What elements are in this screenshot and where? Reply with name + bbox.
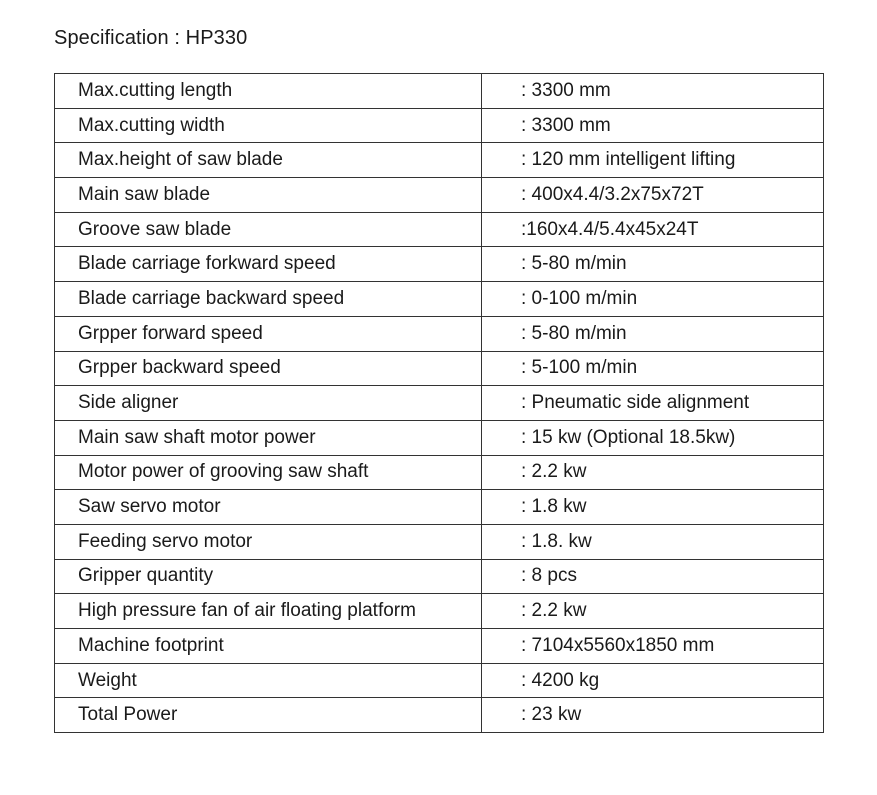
table-row [55, 386, 824, 421]
spec-value: : 5-80 m/min [482, 247, 824, 282]
spec-label: High pressure fan of air floating platform [55, 594, 482, 629]
page-title: Specification : HP330 [54, 27, 248, 49]
spec-label: Grpper backward speed [55, 351, 482, 386]
spec-label: Machine footprint [55, 629, 482, 664]
table-row [55, 490, 824, 525]
spec-label: Side aligner [55, 386, 482, 421]
table-row [55, 663, 824, 698]
table-row [55, 559, 824, 594]
table-row [55, 74, 824, 109]
spec-value: : 5-100 m/min [482, 351, 824, 386]
table-row [55, 420, 824, 455]
table-row [55, 594, 824, 629]
spec-value: : 15 kw (Optional 18.5kw) [482, 420, 824, 455]
table-row [55, 282, 824, 317]
table-row [55, 108, 824, 143]
table-row [55, 455, 824, 490]
spec-value: : 400x4.4/3.2x75x72T [482, 178, 824, 213]
spec-label: Saw servo motor [55, 490, 482, 525]
spec-label: Total Power [55, 698, 482, 733]
spec-label: Max.height of saw blade [55, 143, 482, 178]
spec-value: : 2.2 kw [482, 594, 824, 629]
spec-value: :160x4.4/5.4x45x24T [482, 212, 824, 247]
spec-value: : 5-80 m/min [482, 316, 824, 351]
spec-value: : 8 pcs [482, 559, 824, 594]
spec-value: : 7104x5560x1850 mm [482, 629, 824, 664]
table-row [55, 351, 824, 386]
specification-table [54, 73, 824, 733]
spec-value: : 1.8 kw [482, 490, 824, 525]
table-row [55, 212, 824, 247]
spec-label: Gripper quantity [55, 559, 482, 594]
spec-value: : 4200 kg [482, 663, 824, 698]
spec-value: : 1.8. kw [482, 524, 824, 559]
spec-label: Feeding servo motor [55, 524, 482, 559]
spec-label: Blade carriage forkward speed [55, 247, 482, 282]
spec-label: Motor power of grooving saw shaft [55, 455, 482, 490]
spec-label: Groove saw blade [55, 212, 482, 247]
spec-label: Weight [55, 663, 482, 698]
table-row [55, 178, 824, 213]
table-row [55, 143, 824, 178]
spec-value: : 120 mm intelligent lifting [482, 143, 824, 178]
table-row [55, 316, 824, 351]
spec-label: Max.cutting width [55, 108, 482, 143]
spec-label: Max.cutting length [55, 74, 482, 109]
table-row [55, 629, 824, 664]
spec-value: : 23 kw [482, 698, 824, 733]
table-row [55, 524, 824, 559]
spec-label: Grpper forward speed [55, 316, 482, 351]
spec-value: : Pneumatic side alignment [482, 386, 824, 421]
spec-label: Main saw blade [55, 178, 482, 213]
table-row [55, 698, 824, 733]
spec-label: Blade carriage backward speed [55, 282, 482, 317]
spec-value: : 3300 mm [482, 108, 824, 143]
table-row [55, 247, 824, 282]
spec-label: Main saw shaft motor power [55, 420, 482, 455]
spec-value: : 3300 mm [482, 74, 824, 109]
spec-value: : 2.2 kw [482, 455, 824, 490]
spec-value: : 0-100 m/min [482, 282, 824, 317]
